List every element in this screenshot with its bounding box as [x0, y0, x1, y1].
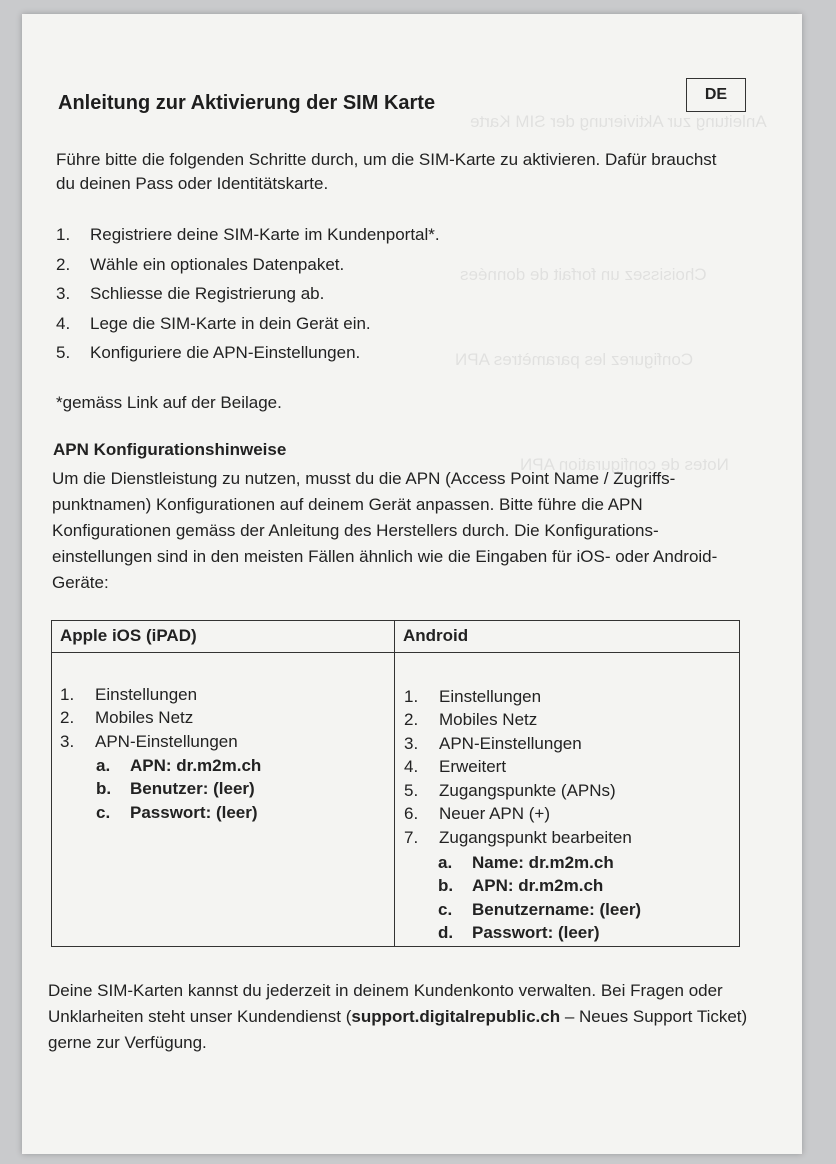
list-item [56, 255, 440, 285]
item-text: Benutzername: (leer) [472, 899, 642, 919]
step-text: Wähle ein optionales Datenpaket. [90, 254, 345, 274]
item-text: Mobiles Netz [95, 708, 194, 728]
item-number: 2. [404, 710, 419, 730]
apn-settings-table [51, 620, 740, 947]
item-number: 1. [60, 684, 75, 704]
item-number: c. [438, 899, 453, 919]
show-through-text: Anleitung zur Aktivierung der SIM Karte [470, 112, 767, 131]
item-text: Benutzer: (leer) [130, 779, 255, 799]
item-text: Einstellungen [95, 684, 198, 704]
list-item [404, 756, 632, 780]
list-item [60, 683, 238, 707]
list-item [438, 898, 641, 922]
item-text: APN: dr.m2m.ch [472, 876, 604, 896]
android-column-header: Android [403, 626, 469, 645]
item-text: Neuer APN (+) [439, 804, 551, 824]
item-number: 5. [404, 780, 419, 800]
ios-steps [60, 683, 238, 754]
footnote: *gemäss Link auf der Beilage. [56, 393, 282, 412]
item-text: APN-Einstellungen [439, 733, 582, 753]
list-item [60, 707, 238, 731]
list-item [404, 732, 632, 756]
list-item [438, 922, 641, 946]
item-number: 1. [404, 686, 419, 706]
apn-paragraph: Um die Dienstleistung zu nutzen, musst du die APN (Access Point Name / Zugriffs-punktnamen) Konfigurationen auf deinem Gerät anpassen. Bitte führe die APN Konfigurationen gemäss der Anleitung des Herstellers durch. Die Konfigurations-einstellungen sind in den meisten Fällen ähnlich wie die Eingaben für iOS- oder Android-Geräte: [52, 469, 718, 592]
ios-substeps [96, 754, 261, 825]
item-number: 7. [404, 827, 419, 847]
table-header-row [52, 621, 739, 653]
step-number: 4. [56, 313, 71, 333]
step-text: Lege die SIM-Karte in dein Gerät ein. [90, 313, 371, 333]
list-item [56, 284, 440, 314]
item-number: 3. [60, 731, 75, 751]
list-item [438, 875, 641, 899]
closing-text-after: – Neues Support Ticket) gerne zur Verfügung. [48, 1007, 748, 1052]
item-number: 6. [404, 804, 419, 824]
list-item [96, 778, 261, 802]
list-item [404, 709, 632, 733]
step-number: 5. [56, 343, 71, 362]
show-through-text: Notes de configuration APN [520, 455, 729, 474]
step-number: 3. [56, 284, 71, 303]
closing-text-before: Deine SIM-Karten kannst du jederzeit in deinem Kundenkonto verwalten. Bei Fragen oder Unklarheiten steht unser Kundendienst ( [48, 981, 723, 1026]
show-through-text: Configurez les paramètres APN [455, 350, 694, 369]
column-divider [394, 621, 395, 946]
list-item [438, 851, 641, 875]
apn-heading: APN Konfigurationshinweise [53, 440, 287, 459]
item-number: 4. [404, 757, 419, 777]
item-text: Zugangspunkt bearbeiten [439, 827, 632, 847]
item-number: b. [438, 876, 454, 896]
list-item [56, 343, 440, 373]
step-text: Konfiguriere die APN-Einstellungen. [90, 343, 361, 362]
item-text: APN-Einstellungen [95, 731, 238, 751]
intro-paragraph: Führe bitte die folgenden Schritte durch, um die SIM-Karte zu aktivieren. Dafür brauchst du deinen Pass oder Identitätskarte. [56, 150, 717, 193]
item-number: 2. [60, 708, 75, 728]
step-number: 2. [56, 254, 71, 274]
item-text: Passwort: (leer) [130, 802, 258, 822]
android-substeps [438, 851, 641, 945]
list-item [404, 779, 632, 803]
item-number: d. [438, 923, 454, 943]
step-text: Registriere deine SIM-Karte im Kundenportal*. [90, 225, 440, 244]
item-number: a. [96, 755, 111, 775]
item-text: Name: dr.m2m.ch [472, 852, 614, 872]
ios-column-header: Apple iOS (iPAD) [60, 626, 197, 645]
list-item [56, 225, 440, 255]
page-title: Anleitung zur Aktivierung der SIM Karte [58, 92, 436, 114]
step-text: Schliesse die Registrierung ab. [90, 284, 325, 303]
item-number: c. [96, 802, 111, 822]
item-number: 3. [404, 733, 419, 753]
list-item [404, 685, 632, 709]
list-item [404, 826, 632, 850]
step-number: 1. [56, 225, 71, 244]
item-text: Einstellungen [439, 686, 542, 706]
android-steps [404, 685, 632, 850]
item-number: b. [96, 779, 112, 799]
list-item [56, 314, 440, 344]
support-url: support.digitalrepublic.ch [351, 1007, 561, 1026]
item-number: a. [438, 852, 453, 872]
activation-steps [56, 225, 440, 373]
item-text: APN: dr.m2m.ch [130, 755, 262, 775]
list-item [96, 801, 261, 825]
item-text: Zugangspunkte (APNs) [439, 780, 616, 800]
closing-paragraph [48, 978, 748, 1056]
list-item [60, 730, 238, 754]
list-item [404, 803, 632, 827]
item-text: Passwort: (leer) [472, 923, 600, 943]
item-text: Erweitert [439, 757, 507, 777]
item-text: Mobiles Netz [439, 710, 538, 730]
language-badge: DE [686, 78, 746, 112]
list-item [96, 754, 261, 778]
show-through-text: Choisissez un forfait de données [460, 265, 707, 284]
